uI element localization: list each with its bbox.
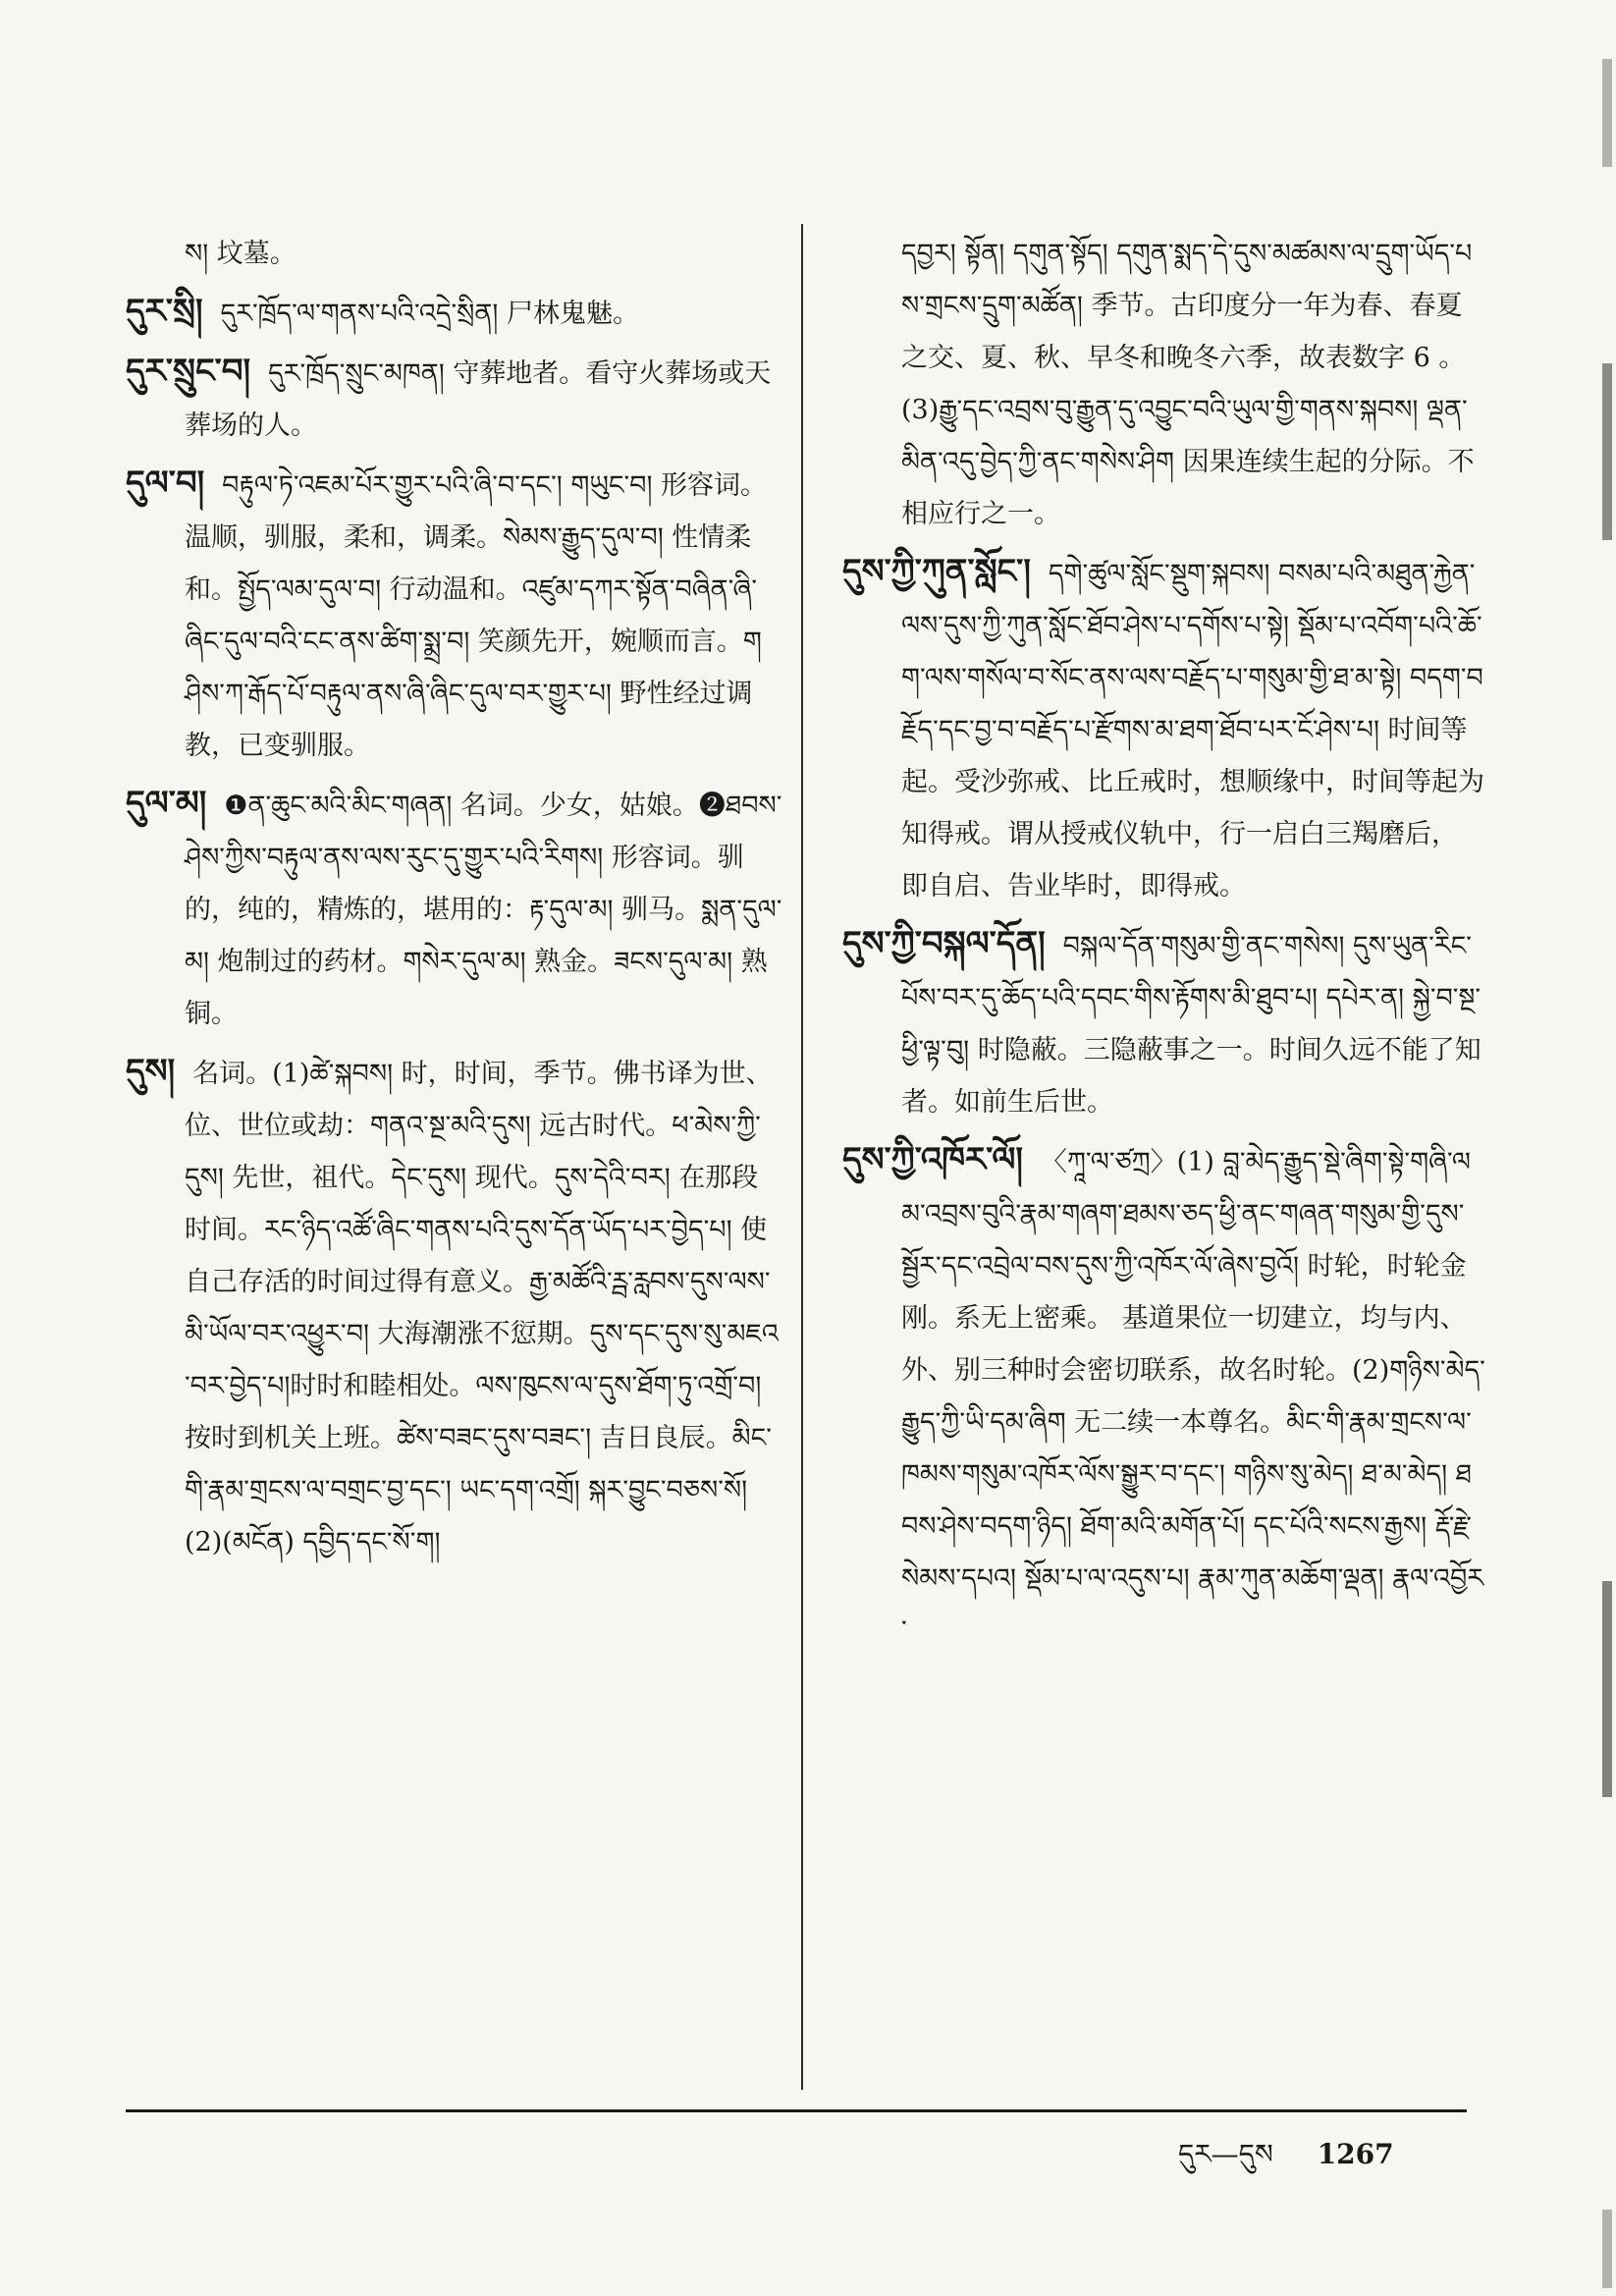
page-footer <box>1178 2123 1394 2201</box>
dictionary-entry <box>842 1134 1486 1657</box>
footer-rule <box>126 2109 1467 2112</box>
entry-headword: དུས་ཀྱི་བསྐལ་དོན། <box>842 924 1046 963</box>
entry-text: དུར་ཁྲོད་ལ་གནས་པའི་འདྲེ་སྲིན། 尸林鬼魅。 <box>220 299 639 329</box>
entry-headword: དུར་སྲི། <box>126 292 203 331</box>
entry-text: ❶ན་ཆུང་མའི་མིང་གཞན། 名词。少女，姑娘。❷ཐབས་ཤེས་ཀྱིས་བརྟུལ་ནས་ལས་རུང་དུ་གྱུར་པའི་རིགས། 形容词。驯的，纯的，精炼的，堪用的：རྟ་དུལ་མ། 驯马。སྨན་དུལ་མ། 炮制过的药材。གསེར་དུལ་མ། 熟金。ཟངས་དུལ་མ། 熟铜。 <box>185 791 782 1029</box>
entry-headword: དུས་ཀྱི་འཁོར་ལོ། <box>842 1140 1023 1179</box>
column-divider <box>801 224 803 2090</box>
entry-text: དབྱར། སྟོན། དགུན་སྟོད། དགུན་སྨད་དེ་དུས་མཚམས་ལ་དྲུག་ཡོད་པས་གྲངས་དྲུག་མཚོན། 季节。古印度分一年为春、春夏之交、夏、秋、早冬和晚冬六季，故表数字 6 。 (3)རྒྱུ་དང་འབྲས་བུ་རྒྱུན་དུ་འབྱུང་བའི་ཡུལ་གྱི་གནས་སྐབས། ལྡན་མིན་འདུ་བྱེད་ཀྱི་ནང་གསེས་ཤིག 因果连续生起的分际。不相应行之一。 <box>901 239 1475 529</box>
entry-text: 〈ཀཱ་ལ་ཙཀྲ〉(1) བླ་མེད་རྒྱུད་སྡེ་ཞིག་སྟེ་གཞི་ལམ་འབྲས་བུའི་རྣམ་གཞག་ཐམས་ཅད་ཕྱི་ནང་གཞན་གསུམ་གྱི་དུས་སྦྱོར་དང་འབྲེལ་བས་དུས་ཀྱི་འཁོར་ལོ་ཞེས་བྱའོ། 时轮，时轮金刚。系无上密乘。 基道果位一切建立，均与内、外、别三种时会密切联系，故名时轮。(2)གཉིས་མེད་རྒྱུད་ཀྱི་ཡི་དམ་ཞིག 无二续一本尊名。མིང་གི་རྣམ་གྲངས་ལ་ཁམས་གསུམ་འཁོར་ལོས་སྒྱུར་བ་དང་། གཉིས་སུ་མེད། ཐ་མ་མེད། ཐབས་ཤེས་བདག་ཉིད། ཐོག་མའི་མགོན་པོ། དང་པོའི་སངས་རྒྱས། རྡོ་རྗེ་སེམས་དཔའ། སྡོམ་པ་ལ་འདུས་པ། རྣམ་ཀུན་མཆོག་ལྡན། རྣལ་འབྱོར་ <box>901 1147 1485 1646</box>
dictionary-entry <box>126 228 783 280</box>
dictionary-entry <box>126 778 783 1040</box>
dictionary-entry <box>842 918 1486 1128</box>
dictionary-entry <box>126 458 783 772</box>
entry-headword: དུལ་བ། <box>126 464 205 503</box>
entry-text: དགེ་ཚུལ་སློང་སྡུག་སྐབས། བསམ་པའི་མཐུན་རྐྱེན་ལས་དུས་ཀྱི་ཀུན་སློང་ཐོབ་ཤེས་པ་དགོས་པ་སྟེ། སྡོམ་པ་འབོག་པའི་ཆོ་ག་ལས་གསོལ་བ་སོང་ནས་ལས་བརྗོད་པ་གསུམ་གྱི་ཐ་མ་སྟེ། བདག་བརྗོད་དང་བྱ་བ་བརྗོད་པ་རྫོགས་མ་ཐག་ཐོབ་པར་ངོ་ཤེས་པ། 时间等起。受沙弥戒、比丘戒时，想顺缘中，时间等起为知得戒。谓从授戒仪轨中，行一启白三羯磨后， 即自启、告业毕时，即得戒。 <box>901 559 1484 902</box>
scan-edge-marks <box>1598 0 1616 2296</box>
dictionary-entry <box>126 1046 783 1568</box>
entry-text: 名词。(1)ཚེ་སྐབས། 时，时间，季节。佛书译为世、位、世位或劫：གནའ་སྔ་མའི་དུས། 远古时代。ཕ་མེས་ཀྱི་དུས། 先世，祖代。དེང་དུས། 现代。དུས་དེའི་བར། 在那段时间。རང་ཉིད་འཚོ་ཞིང་གནས་པའི་དུས་དོན་ཡོད་པར་བྱེད་པ། 使自己存活的时间过得有意义。རྒྱ་མཚོའི་ཪྦ་རླབས་དུས་ལས་མི་ཡོལ་བར་འཕྱུར་བ། 大海潮涨不愆期。དུས་དང་དུས་སུ་མཇའ་བར་བྱེད་པ།时时和睦相处。ལས་ཁུངས་ལ་དུས་ཐོག་ཏུ་འགྲོ་བ། 按时到机关上班。ཚེས་བཟང་དུས་བཟང་། 吉日良辰。མིང་གི་རྣམ་གྲངས་ལ་བགྲང་བྱ་དང་། ཡང་དག་འགྲོ། སྐར་བྱུང་བཅས་སོ། (2)(མངོན) དབྱིད་དང་སོ་ག། <box>185 1059 779 1558</box>
right-column <box>842 228 1486 1663</box>
dictionary-entry <box>842 228 1486 540</box>
entry-text: ས། 坟墓。 <box>185 239 296 269</box>
dictionary-entry <box>126 286 783 340</box>
entry-text: བརྟུལ་ཏེ་འཇམ་པོར་གྱུར་པའི་ཞི་བ་དང་། གཡུང་བ། 形容词。温顺，驯服，柔和，调柔。སེམས་རྒྱུད་དུལ་བ། 性情柔和。སྤྱོད་ལམ་དུལ་བ། 行动温和。འཛུམ་དཀར་སྟོན་བཞིན་ཞི་ཞིང་དུལ་བའི་ངང་ནས་ཚིག་སྨྲ་བ། 笑颜先开，婉顺而言。གཤིས་ཀ་རྒོད་པོ་བརྟུལ་ནས་ཞི་ཞིང་དུལ་བར་གྱུར་པ། 野性经过调教，已变驯服。 <box>185 470 768 761</box>
entry-headword: དུས་ཀྱི་ཀུན་སློང་། <box>842 552 1031 591</box>
dictionary-entry <box>126 346 783 452</box>
entry-headword: དུར་སྲུང་བ། <box>126 352 251 391</box>
dictionary-entry <box>842 546 1486 912</box>
page-number: 1267 <box>1317 2138 1394 2170</box>
entry-text: དུར་ཁྲོད་སྲུང་མཁན། 守葬地者。看守火葬场或天葬场的人。 <box>185 358 772 441</box>
entry-headword: དུལ་མ། <box>126 784 207 823</box>
entry-text: བསྐལ་དོན་གསུམ་གྱི་ནང་གསེས། དུས་ཡུན་རིང་པོས་བར་དུ་ཆོད་པའི་དབང་གིས་རྟོགས་མི་ཐུབ་པ། དཔེར་ན། སྐྱེ་བ་སྔ་ཕྱི་ལྟ་བུ། 时隐蔽。三隐蔽事之一。时间久远不能了知者。如前生后世。 <box>901 931 1481 1118</box>
headword-range: དུར—དུས <box>1178 2138 1273 2170</box>
entry-headword: དུས། <box>126 1052 176 1091</box>
left-column <box>126 228 783 1574</box>
